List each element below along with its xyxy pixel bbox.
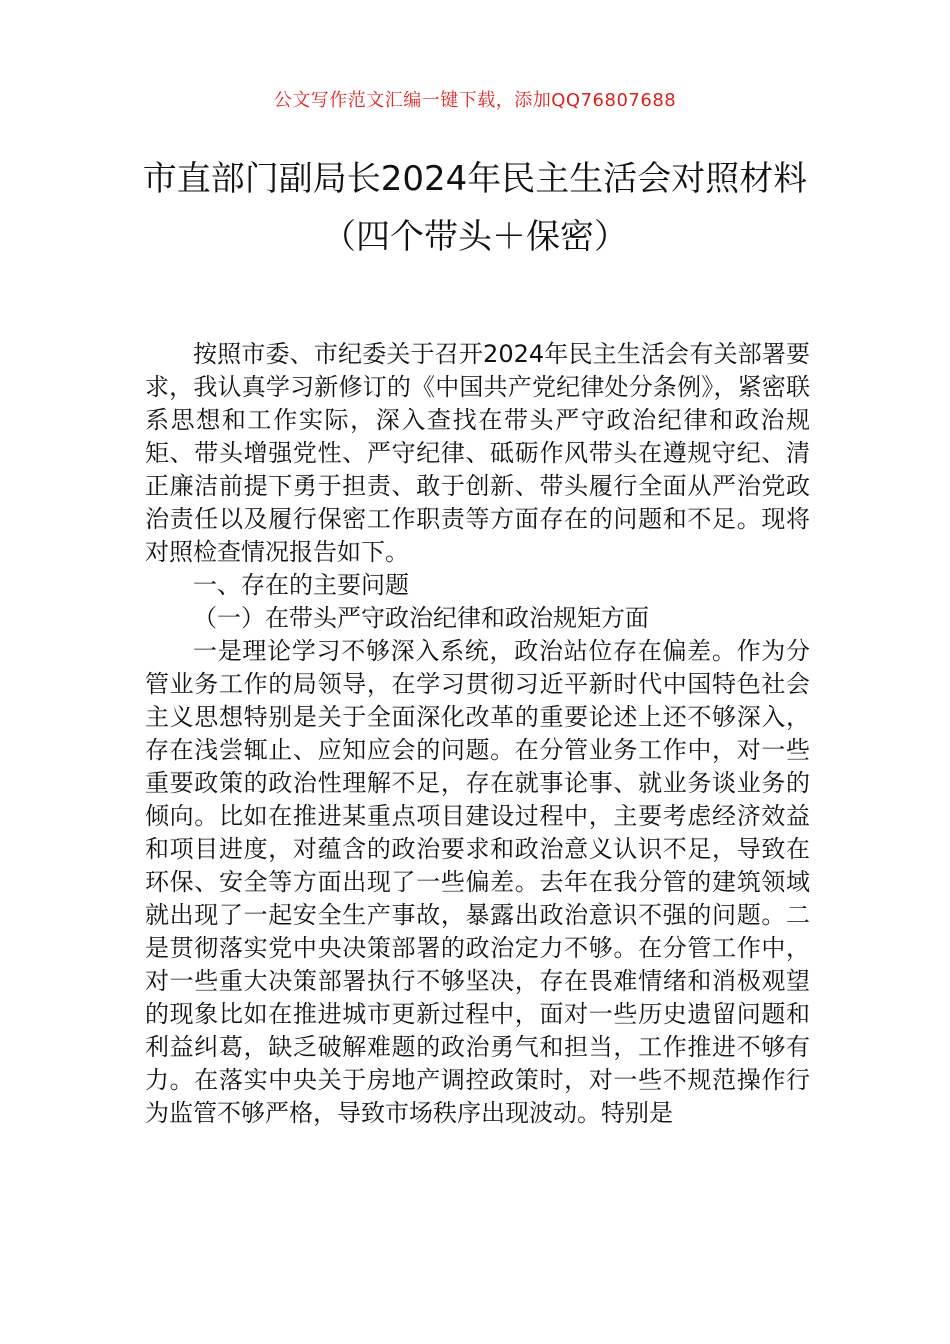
- header-note: 公文写作范文汇编一键下载，添加QQ76807688: [273, 90, 677, 111]
- document-body: [145, 338, 810, 1130]
- document-title: 市直部门副局长2024年民主生活会对照材料（四个带头＋保密）: [142, 159, 808, 257]
- paragraph-intro: 按照市委、市纪委关于召开2024年民主生活会有关部署要求，我认真学习新修订的《中国共产党纪律处分条例》，紧密联系思想和工作实际，深入查找在带头严守政治纪律和政治规矩、带头增强党性、严守纪律、砥砺作风带头在遵规守纪、清正廉洁前提下勇于担责、敢于创新、带头履行全面从严治党政治责任以及履行保密工作职责等方面存在的问题和不足。现将对照检查情况报告如下。: [145, 340, 810, 566]
- paragraph-body: 一是理论学习不够深入系统，政治站位存在偏差。作为分管业务工作的局领导，在学习贯彻习近平新时代中国特色社会主义思想特别是关于全面深化改革的重要论述上还不够深入，存在浅尝辄止、应知应会的问题。在分管业务工作中，对一些重要政策的政治性理解不足，存在就事论事、就业务谈业务的倾向。比如在推进某重点项目建设过程中，主要考虑经济效益和项目进度，对蕴含的政治要求和政治意义认识不足，导致在环保、安全等方面出现了一些偏差。去年在我分管的建筑领域就出现了一起安全生产事故，暴露出政治意识不强的问题。二是贯彻落实党中央决策部署的政治定力不够。在分管工作中，对一些重大决策部署执行不够坚决，存在畏难情绪和消极观望的现象比如在推进城市更新过程中，面对一些历史遗留问题和利益纠葛，缺乏破解难题的政治勇气和担当，工作推进不够有力。在落实中央关于房地产调控政策时，对一些不规范操作行为监管不够严格，导致市场秩序出现波动。特别是: [145, 637, 810, 1127]
- section-heading: 一、存在的主要问题: [193, 571, 409, 599]
- subsection-heading: （一）在带头严守政治纪律和政治规矩方面: [193, 604, 649, 632]
